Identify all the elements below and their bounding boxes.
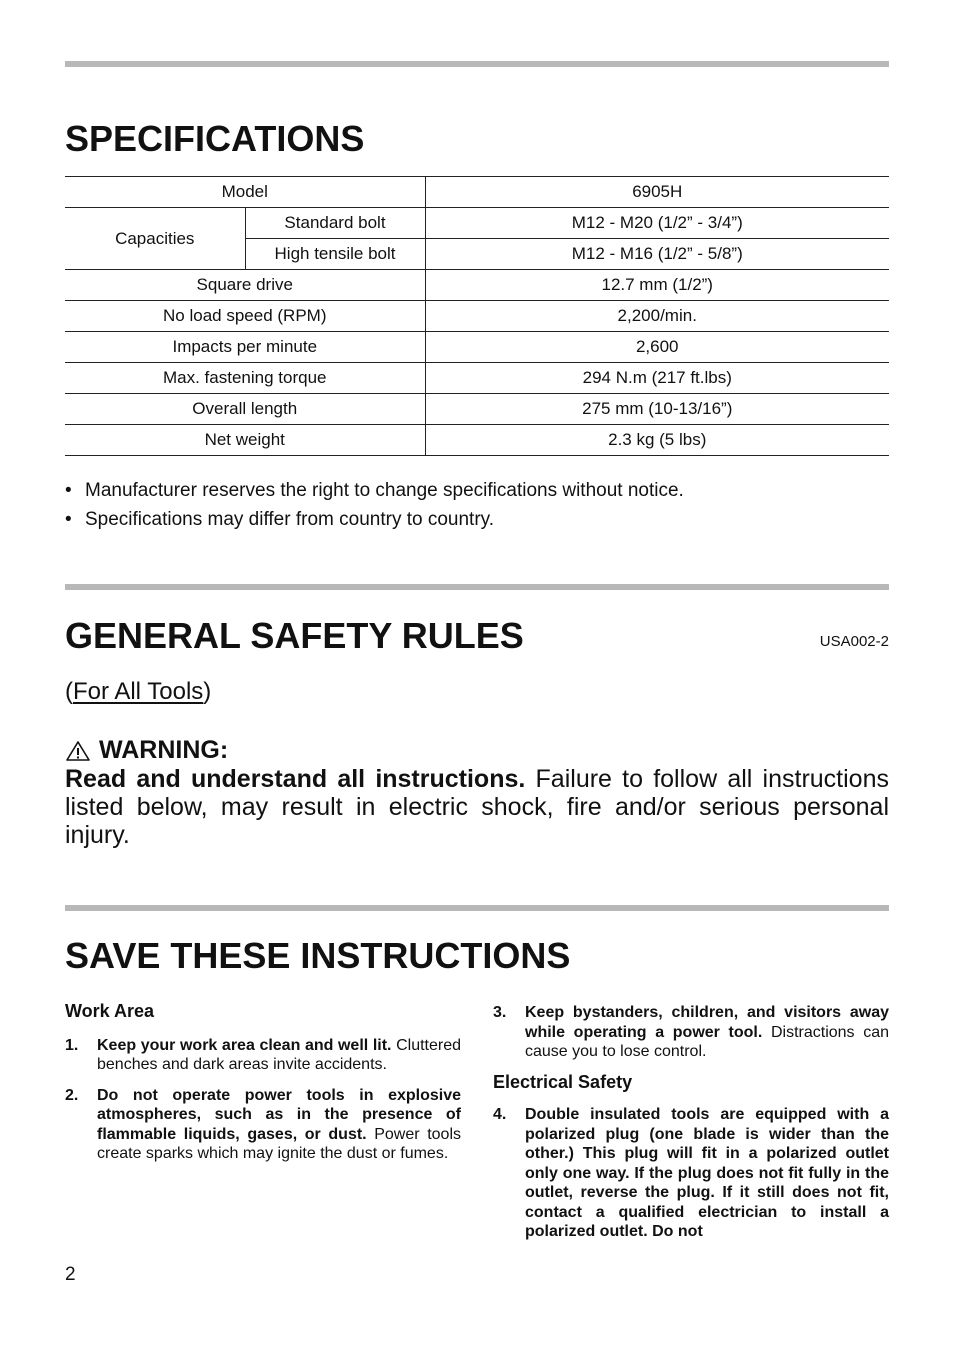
spec-value: M12 - M20 (1/2” - 3/4”) (425, 208, 889, 239)
warning-text: Read and understand all instructions. Failure to follow all instructions listed below, may result in electric shock, fire and/or serious personal injury. (65, 765, 889, 849)
spec-value: 2,600 (425, 332, 889, 363)
page-number: 2 (65, 1264, 76, 1285)
specifications-heading: SPECIFICATIONS (65, 118, 365, 159)
section-divider (65, 905, 889, 911)
table-row (65, 208, 889, 239)
spec-value: 2.3 kg (5 lbs) (425, 425, 889, 456)
electrical-safety-heading: Electrical Safety (493, 1071, 633, 1092)
spec-label: No load speed (RPM) (65, 301, 425, 332)
spec-label: Net weight (65, 425, 425, 456)
spec-label: Model (65, 177, 425, 208)
table-row (65, 425, 889, 456)
document-code: USA002-2 (819, 633, 889, 650)
list-item: • Manufacturer reserves the right to change specifications without notice. (65, 476, 684, 505)
table-row (65, 301, 889, 332)
section-divider (65, 584, 889, 590)
instructions-left-column (65, 1002, 461, 1164)
list-item: 1. Keep your work area clean and well lit. Cluttered benches and dark areas invite accidents. (65, 1036, 461, 1073)
save-instructions-heading: SAVE THESE INSTRUCTIONS (65, 935, 571, 976)
list-item: 4. Double insulated tools are equipped with a polarized plug (one blade is wider than the other.) This plug will fit in a polarized outlet only one way. If the plug does not fit fully in the outlet, reverse the plug. If it still does not fit, contact a qualified electrician to install a polarized outlet. Do not (493, 1106, 889, 1240)
instructions-right-column (493, 1003, 889, 1242)
spec-notes (65, 476, 684, 534)
spec-value: 6905H (425, 177, 889, 208)
table-row (65, 270, 889, 301)
work-area-heading: Work Area (65, 1001, 155, 1021)
spec-label: Overall length (65, 394, 425, 425)
spec-value: 275 mm (10-13/16”) (425, 394, 889, 425)
warning-label: WARNING: (65, 736, 228, 765)
table-row (65, 332, 889, 363)
bullet-icon: • (65, 480, 72, 501)
list-item: 2. Do not operate power tools in explosive atmospheres, such as in the presence of flammable liquids, gases, or dust. Power tools create sparks which may ignite the dust or fumes. (65, 1086, 461, 1162)
spec-value: 2,200/min. (425, 301, 889, 332)
list-item: • Specifications may differ from country to country. (65, 505, 684, 534)
general-safety-heading: GENERAL SAFETY RULES (65, 615, 524, 656)
table-row (65, 363, 889, 394)
spec-label: Max. fastening torque (65, 363, 425, 394)
list-item: 3. Keep bystanders, children, and visitors away while operating a power tool. Distractions can cause you to lose control. (493, 1004, 889, 1060)
spec-sublabel: Standard bolt (245, 208, 425, 239)
spec-value: 294 N.m (217 ft.lbs) (425, 363, 889, 394)
table-row (65, 394, 889, 425)
table-row (65, 177, 889, 208)
spec-value: M12 - M16 (1/2” - 5/8”) (425, 239, 889, 270)
spec-value: 12.7 mm (1/2”) (425, 270, 889, 301)
warning-triangle-icon (65, 740, 91, 762)
bullet-icon: • (65, 509, 72, 530)
spec-sublabel: High tensile bolt (245, 239, 425, 270)
spec-label: Capacities (65, 208, 245, 270)
for-all-tools-subtitle: (For All Tools) (65, 678, 212, 705)
section-divider (65, 61, 889, 67)
specifications-table (65, 176, 889, 456)
spec-label: Square drive (65, 270, 425, 301)
spec-label: Impacts per minute (65, 332, 425, 363)
